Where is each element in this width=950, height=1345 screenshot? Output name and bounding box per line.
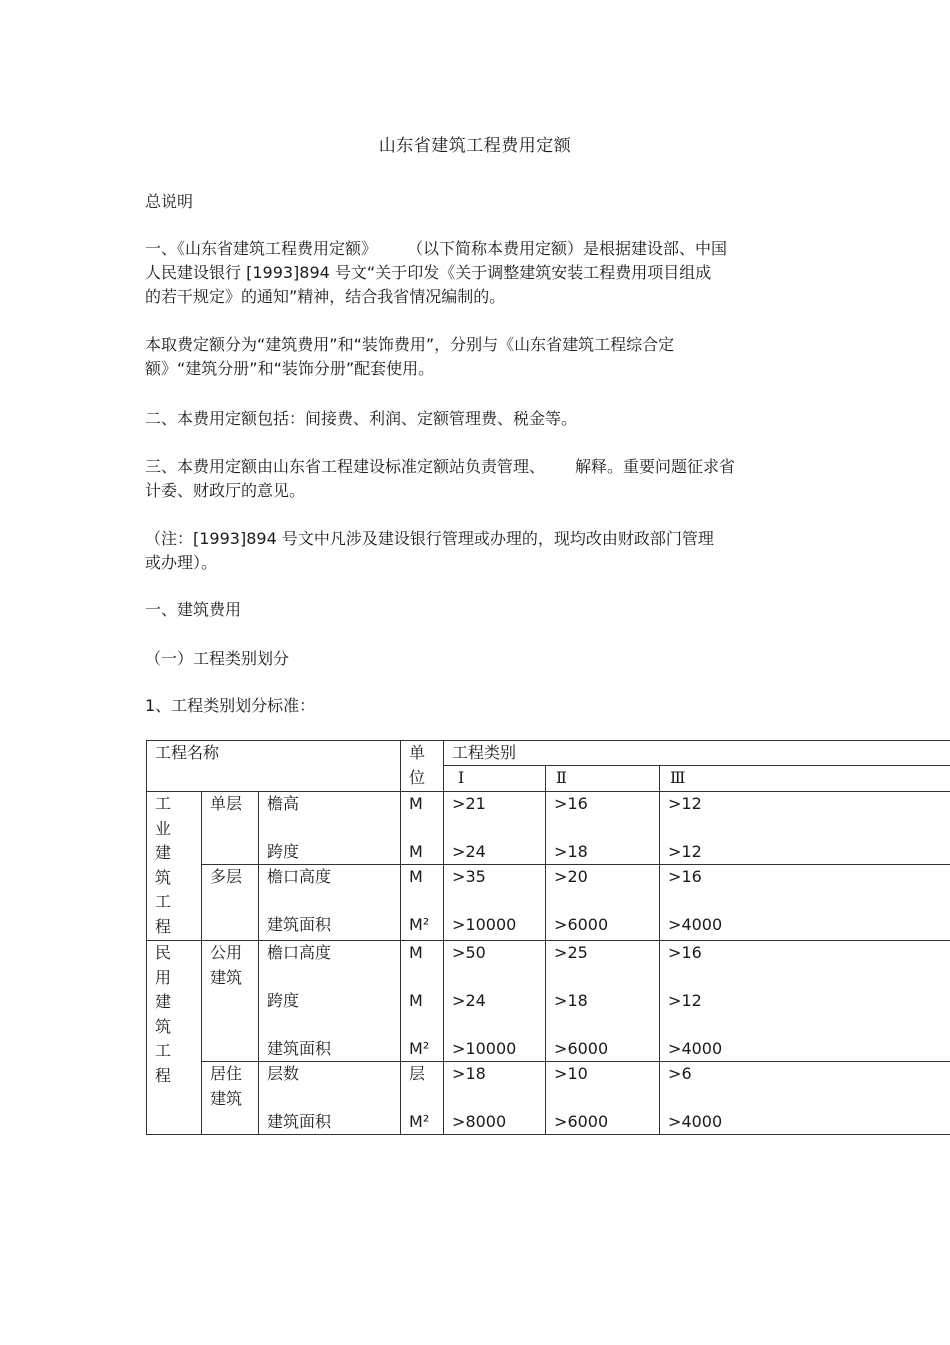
item-floor-area: 建筑面积 [267,1039,332,1058]
paragraph-4-line-2: 计委、财政厅的意见。 [145,481,306,500]
subgroup-residential-building: 居住建筑 [210,1064,243,1108]
project-category-table [146,740,950,1135]
header-category: 工程类别 [444,741,950,766]
value-class-2: >20 [554,867,588,886]
value-class-1: >50 [452,943,486,962]
item-eave-height: 檐口高度 [267,867,332,886]
value-class-1: >10000 [452,1039,517,1058]
unit: M² [409,915,430,934]
value-class-2: >25 [554,943,588,962]
subgroup-multi-storey: 多层 [202,865,259,941]
value-class-1: >10000 [452,915,517,934]
paragraph-3: 二、本费用定额包括：间接费、利润、定额管理费、税金等。 [145,409,578,428]
paragraph-4 [145,455,805,503]
header-class-3: Ⅲ [660,766,950,792]
item-span: 跨度 [267,842,300,861]
value-class-3: >12 [668,991,702,1010]
unit: 层 [409,1064,426,1083]
value-class-3: >4000 [668,915,723,934]
subgroup-single-storey: 单层 [202,792,259,865]
unit: M [409,867,423,886]
unit: M [409,842,423,861]
paragraph-1-line-2: 人民建设银行 [1993]894 号文“关于印发《关于调整建筑安装工程费用项目组成 [145,263,712,282]
paragraph-1-line-3: 的若干规定》的通知”精神，结合我省情况编制的。 [145,287,506,306]
header-class-1: Ⅰ [444,766,546,792]
value-class-3: >16 [668,943,702,962]
item-span: 跨度 [267,991,300,1010]
value-class-2: >18 [554,991,588,1010]
unit: M [409,943,423,962]
paragraph-2-line-2: 额》“建筑分册”和“装饰分册”配套使用。 [145,359,435,378]
value-class-2: >6000 [554,1039,609,1058]
item-storeys: 层数 [267,1064,300,1083]
value-class-2: >18 [554,842,588,861]
heading-division-standard: 1、工程类别划分标准： [145,696,316,715]
group-civil: 民用建筑工程 [155,943,172,1085]
value-class-1: >35 [452,867,486,886]
paragraph-5-line-2: 或办理）。 [145,553,218,572]
paragraph-5-note [145,527,805,575]
item-eave-height: 檐口高度 [267,943,332,962]
section-general-heading: 总说明 [145,192,194,211]
paragraph-1-part-b: （以下简称本费用定额）是根据建设部、中国 [407,239,728,258]
unit: M [409,991,423,1010]
value-class-3: >6 [668,1064,692,1083]
header-project-name: 工程名称 [147,741,401,792]
item-eave-height: 檐高 [267,794,300,813]
header-unit: 单位 [409,743,426,787]
paragraph-4-part-b: 解释。重要问题征求省 [575,457,736,476]
value-class-3: >12 [668,842,702,861]
header-class-2: Ⅱ [546,766,660,792]
paragraph-1-part-a: 一、《山东省建筑工程费用定额》 [145,239,378,258]
unit: M² [409,1112,430,1131]
value-class-3: >4000 [668,1039,723,1058]
group-industrial: 工业建筑工程 [155,794,172,936]
paragraph-5-line-1: （注：[1993]894 号文中凡涉及建设银行管理或办理的，现均改由财政部门管理 [145,529,714,548]
value-class-1: >24 [452,991,486,1010]
paragraph-2 [145,333,805,381]
unit: M² [409,1039,430,1058]
value-class-1: >18 [452,1064,486,1083]
value-class-1: >21 [452,794,486,813]
item-floor-area: 建筑面积 [267,915,332,934]
unit: M [409,794,423,813]
value-class-2: >16 [554,794,588,813]
value-class-2: >10 [554,1064,588,1083]
value-class-2: >6000 [554,915,609,934]
value-class-1: >8000 [452,1112,507,1131]
item-floor-area: 建筑面积 [267,1112,332,1131]
subgroup-public-building: 公用建筑 [210,943,243,987]
heading-category-division: （一）工程类别划分 [145,649,290,668]
value-class-1: >24 [452,842,486,861]
value-class-3: >16 [668,867,702,886]
paragraph-1 [145,237,805,309]
paragraph-2-line-1: 本取费定额分为“建筑费用”和“装饰费用”，分别与《山东省建筑工程综合定 [145,335,675,354]
value-class-2: >6000 [554,1112,609,1131]
paragraph-4-part-a: 三、本费用定额由山东省工程建设标准定额站负责管理、 [145,457,546,476]
value-class-3: >4000 [668,1112,723,1131]
page-title: 山东省建筑工程费用定额 [378,136,572,156]
heading-building-costs: 一、建筑费用 [145,600,242,619]
value-class-3: >12 [668,794,702,813]
